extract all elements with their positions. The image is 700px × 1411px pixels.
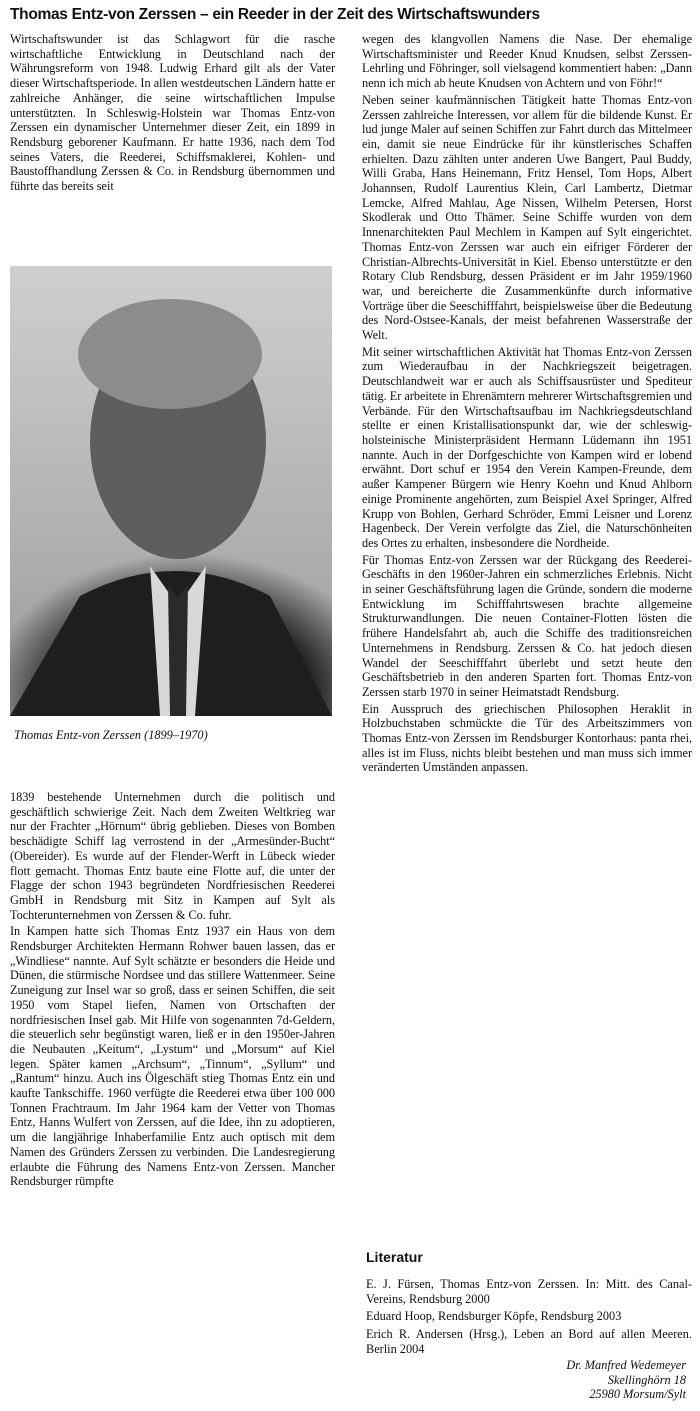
column-1-bottom — [10, 790, 335, 1189]
portrait-photo — [10, 266, 332, 716]
paragraph: Neben seiner kaufmännischen Tätigkeit hatte Thomas Entz-von Zerssen zahlreiche Interessen, vor allem für die bildende Kunst. Er lud junge Maler auf seinen Schiffen zur Fahrt durch das Mittelmeer ein, damit sie neue Eindrücke für ihr künstlerisches Schaffen erhielten. Dazu zählten unter anderen Uwe Bangert, Paul Buddy, Willi Graba, Hans Heinemann, Fritz Hensel, Tom Hops, Albert Johannsen, Rudolf Laurentius Klein, Carl Lambertz, Dietmar Lemcke, Alfred Mahlau, Age Nissen, Wilhelm Petersen, Horst Skodlerak und Otto Thämer. Seine Schiffe wurden von dem Innenarchitekten Paul Mechlem in Kampen auf Sylt eingerichtet. Thomas Entz-von Zerssen war auch ein eifriger Förderer der Christian-Albrechts-Universität in Kiel. Ebenso unterstützte er den Rotary Club Rendsburg, dessen Präsident er im Jahr 1959/1960 war, und bereicherte die Zusammenkünfte durch informative Vorträge über die Seeschifffahrt, beispielsweise über die Bedeutung des Nord-Ostsee-Kanals, der meist befahrenen Wasserstraße der Welt. — [362, 92, 692, 343]
column-1-top — [10, 32, 335, 194]
literature-list — [366, 1277, 692, 1360]
paragraph: Wirtschaftswunder ist das Schlagwort für die rasche wirtschaftliche Entwicklung in Deutschland nach der Währungsreform von 1948. Ludwig Erhard gilt als der Vater dieser Wirtschaftsperiode. In allen westdeutschen Ländern hatte er zahlreiche Anhänger, die seine wirtschaftlichen Impulse unterstützten. In Schleswig-Holstein war Thomas Entz-von Zerssen ein dynamischer Unternehmer dieser Zeit, ein 1899 in Rendsburg geborener Kaufmann. Er hatte 1936, nach dem Tod seines Vaters, die Reederei, Schiffsmaklerei, Kohlen- und Baustoffhandlung Zerssen & Co. in Rendsburg übernommen und führte das bereits seit — [10, 32, 335, 194]
paragraph: 1839 bestehende Unternehmen durch die politisch und geschäftlich schwierige Zeit. Nach dem Zweiten Weltkrieg war nur der Frachter „Hörnum“ übrig geblieben. Dieses von Bomben beschädigte Schiff lag verrostend in der „Armesünder-Bucht“ (Obereider). Es wurde auf der Flender-Werft in Lübeck wieder flott gemacht. Thomas Entz baute eine Flotte auf, die unter der Flagge der schon 1943 begründeten Nordfriesischen Reederei GmbH in Rendsburg mit Sitz in Kampen auf Sylt als Tochterunternehmen von Zerssen & Co. fuhr. — [10, 790, 335, 922]
literature-item: E. J. Fürsen, Thomas Entz-von Zerssen. In: Mitt. des Canal-Vereins, Rendsburg 2000 — [366, 1277, 692, 1306]
author-city: 25980 Morsum/Sylt — [589, 1387, 686, 1401]
literature-item: Eduard Hoop, Rendsburger Köpfe, Rendsburg 2003 — [366, 1309, 622, 1324]
author-name: Dr. Manfred Wedemeyer — [566, 1358, 686, 1372]
author-street: Skellinghörn 18 — [607, 1372, 686, 1387]
literature-heading: Literatur — [366, 1249, 423, 1265]
paragraph: Mit seiner wirtschaftlichen Aktivität hat Thomas Entz-von Zerssen zum Wiederaufbau in der Nachkriegszeit beigetragen. Deutschlandweit war er auch als Schiffsausrüster und Spediteur tätig. Er arbeitete in Ehrenämtern mehrerer Wirtschaftsgremien und Verbände. Für den Wirtschaftsaufbau im Nachkriegsdeutschland stellte er einen Kristallisationspunkt dar, wie der schleswig-holsteinische Ministerpräsident Hermann Lüdemann ihn 1951 nannte. Auch in der Dorfgeschichte von Kampen wird er lobend erwähnt. Dort schuf er 1954 den Verein Kampen-Freunde, dem außer Kampener Bürgern wie Henry Koehn und Knud Ahlborn einige Prominente angehörten, zum Beispiel Axel Springer, Alfred Krupp von Bohlen, Gerhard Schröder, Emmi Leisner und Lorenz Hagenbeck. Der Verein verfolgte das Ziel, die Naturschönheiten des Ortes zu erhalten, insbesondere die Nordheide. — [362, 344, 692, 550]
paragraph: Ein Ausspruch des griechischen Philosophen Heraklit in Holzbuchstaben schmückte die Tür des Arbeitszimmers von Thomas Entz-von Zerssen im Rendsburger Kontorhaus: panta rhei, alles ist im Fluss, nichts bleibt bestehen und man muss sich immer veränderten Umständen anpassen. — [362, 701, 692, 775]
paragraph: Für Thomas Entz-von Zerssen war der Rückgang des Reederei-Geschäfts in den 1960er-Jahren ein schmerzliches Erlebnis. Nicht in seiner Geschäftsführung lagen die Gründe, sondern die moderne Entwicklung im Schifffahrtswesen brachte allgemeine Strukturwandlungen. Die neuen Container-Flotten lösten die frühere Handelsfahrt ab, auch die Schiffe des traditionsreichen Unternehmens in Rendsburg. Zerssen & Co. hat jedoch diesen Wandel der Seeschifffahrt überlebt und setzt heute den Geschäftsbetrieb in den anderen Sparten fort. Thomas Entz-von Zerssen starb 1970 in seiner Heimatstadt Rendsburg. — [362, 552, 692, 699]
paragraph: wegen des klangvollen Namens die Nase. Der ehemalige Wirtschaftsminister und Reeder Knud Knudsen, selbst Zerssen-Lehrling und Föhringer, soll vielsagend kommentiert haben: „Dann nenn ich mich ab heute Knudsen von Achtern und von Föhr!“ — [362, 32, 692, 91]
portrait-photo-drawing — [10, 266, 332, 716]
column-2 — [362, 32, 692, 775]
photo-caption: Thomas Entz-von Zerssen (1899–1970) — [14, 728, 208, 742]
literature-item: Erich R. Andersen (Hrsg.), Leben an Bord auf allen Meeren. Berlin 2004 — [366, 1327, 692, 1356]
author-block — [486, 1358, 686, 1402]
article-title: Thomas Entz-von Zerssen – ein Reeder in der Zeit des Wirtschaftswunders — [10, 6, 540, 23]
paragraph: In Kampen hatte sich Thomas Entz 1937 ein Haus von dem Rendsburger Architekten Hermann Rohwer bauen lassen, das er „Windliese“ nannte. Auf Sylt schätzte er besonders die Heide und Dünen, die stürmische Nordsee und das stillere Wattenmeer. Seine Zuneigung zur Insel war so groß, dass er seinen Schiffen, die seit 1950 vom Stapel liefen, Namen von Ortschaften der nordfriesischen Insel gab. Mit Hilfe von sogenannten 7d-Geldern, die steuerlich sehr begünstigt waren, ließ er in den 1950er-Jahren die Neubauten „Keitum“, „Lystum“ und „Morsum“ auf Kiel legen. Später kamen „Archsum“, „Tinnum“, „Syllum“ und „Rantum“ hinzu. Auch ins Ölgeschäft stieg Thomas Entz ein und kaufte Tankschiffe. 1960 verfügte die Reederei etwa über 100 000 Tonnen Frachtraum. Im Jahr 1964 kam der Vetter von Thomas Entz, Hanns Wulfert von Zerssen, auf die Idee, ihn zu adoptieren, um die langjährige Inhaberfamilie Entz auch optisch mit dem Namen des Gründers Zerssen zu verbinden. Die Landesregierung erlaubte die Führung des Namens Entz-von Zerssen. Mancher Rendsburger rümpfte — [10, 924, 335, 1189]
